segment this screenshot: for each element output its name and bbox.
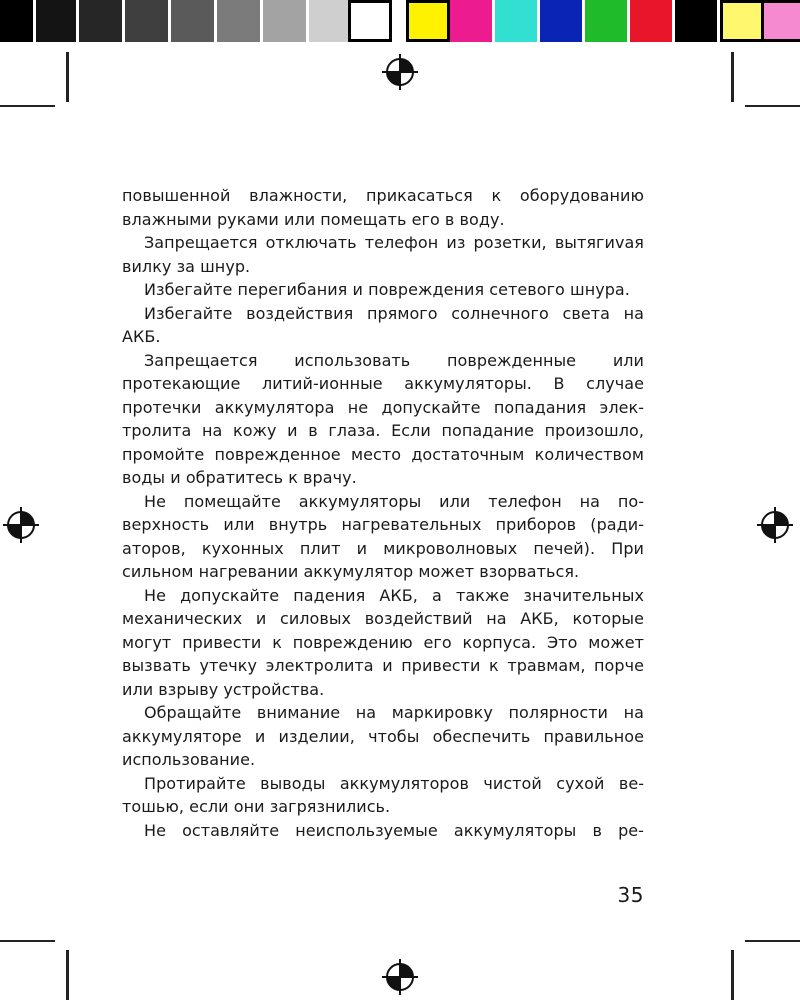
- process-swatch: [540, 0, 582, 42]
- page-number: 35: [617, 883, 644, 907]
- process-swatch: [675, 0, 717, 42]
- paragraph: Не помещайте аккумуляторы или телефон на поверхность или внутрь нагревательных приборов (радиаторов, кухонных плит и микроволновых печей). При сильном нагревании аккумулятор может взорваться.: [122, 491, 644, 581]
- crop-mark-top-right-vertical: [731, 52, 734, 102]
- gray-swatch: [125, 0, 168, 42]
- registration-mark-icon: [381, 958, 419, 996]
- crop-mark-bottom-left-horizontal: [0, 940, 55, 942]
- paragraph: Запрещается отключать телефон из розетки, вытягиvая вилку за шнур.: [122, 233, 644, 276]
- gray-swatch: [309, 0, 352, 42]
- gray-swatch: [171, 0, 214, 42]
- paragraph: Не оставляйте неиспользуемые аккумуляторы в ре-: [144, 820, 644, 840]
- crop-mark-bottom-right-vertical: [731, 950, 734, 1000]
- process-swatch: [585, 0, 627, 42]
- gray-swatch: [36, 0, 76, 42]
- gray-swatch: [217, 0, 260, 42]
- color-calibration-bar: [0, 0, 800, 42]
- registration-mark-icon: [381, 53, 419, 91]
- manual-text-body: [122, 184, 644, 842]
- paragraph: Избегайте воздействия прямого солнечного света на АКБ.: [122, 303, 644, 346]
- paragraph: Обращайте внимание на маркировку полярности на аккумуляторе и изделии, чтобы обеспечить правильное использование.: [122, 703, 644, 769]
- paragraph: повышенной влажности, прикасаться к оборудованию влажными руками или помещать его в воду.: [122, 186, 644, 229]
- crop-mark-top-right-horizontal: [745, 105, 800, 107]
- paragraph: Не допускайте падения АКБ, а также значительных механических и силовых воздействий на АКБ, которые могут привести к повреждению его корпуса. Это может вызвать утечку электролита и привести к травмам, порче или взрыву устройства.: [122, 585, 644, 699]
- crop-mark-bottom-right-horizontal: [745, 940, 800, 942]
- paragraph: Протирайте выводы аккумуляторов чистой сухой ветошью, если они загрязнились.: [122, 773, 644, 816]
- crop-mark-top-left-horizontal: [0, 105, 55, 107]
- process-swatch: [495, 0, 537, 42]
- gray-swatch: [79, 0, 122, 42]
- process-swatch: [450, 0, 492, 42]
- registration-mark-icon: [756, 506, 794, 544]
- paragraph: Запрещается использовать поврежденные или протекающие литий-ионные аккумуляторы. В случае протечки аккумулятора не допускайте попадания электролита на кожу и в глаза. Если попадание произошло, промойте поврежденное место достаточным количеством воды и обратитесь к врачу.: [122, 350, 644, 487]
- process-swatch: [764, 0, 800, 42]
- process-swatch: [630, 0, 672, 42]
- gray-swatch: [263, 0, 306, 42]
- gray-swatch: [0, 0, 33, 42]
- registration-mark-icon: [2, 506, 40, 544]
- paragraph: Избегайте перегибания и повреждения сетевого шнура.: [144, 280, 630, 299]
- process-swatch: [720, 0, 764, 42]
- process-swatch: [406, 0, 450, 42]
- crop-mark-bottom-left-vertical: [66, 950, 69, 1000]
- crop-mark-top-left-vertical: [66, 52, 69, 102]
- gray-swatch: [348, 0, 392, 42]
